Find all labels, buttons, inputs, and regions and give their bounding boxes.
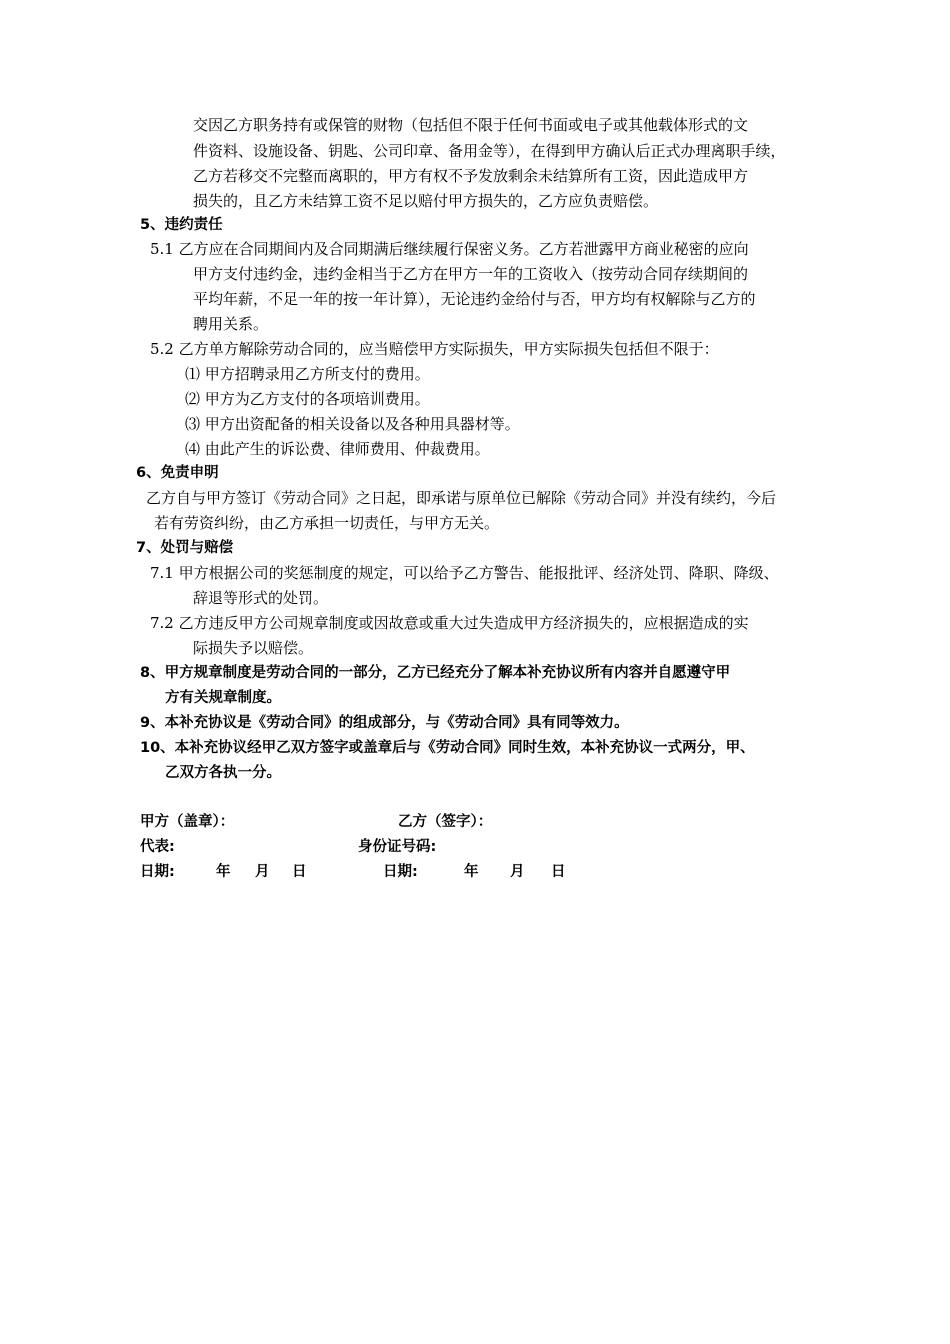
clause-10: 10、本补充协议经甲乙双方签字或盖章后与《劳动合同》同时生效，本补充协议一式两分，甲、 xyxy=(140,740,755,756)
clause-7-1-line: 辞退等形式的处罚。 xyxy=(193,589,329,607)
party-a-seal-label: 甲方（盖章）： xyxy=(140,814,235,830)
paragraph-line: 损失的，且乙方未结算工资不足以赔付甲方损失的，乙方应负责赔偿。 xyxy=(193,192,659,210)
party-b-sign-label: 乙方（签字）： xyxy=(398,814,493,830)
disclaimer-line: 若有劳资纠纷，由乙方承担一切责任，与甲方无关。 xyxy=(154,514,500,532)
clause-9: 9、本补充协议是《劳动合同》的组成部分，与《劳动合同》具有同等效力。 xyxy=(140,715,629,731)
list-item: ⑵ 甲方为乙方支付的各项培训费用。 xyxy=(185,390,430,408)
list-item: ⑷ 由此产生的诉讼费、律师费用、仲裁费用。 xyxy=(185,440,490,458)
clause-5-1: 5.1 乙方应在合同期间内及合同期满后继续履行保密义务。乙方若泄露甲方商业秘密的应向 xyxy=(150,240,749,258)
representative-label: 代表: xyxy=(140,839,175,855)
date-b-year: 年 xyxy=(464,864,479,880)
date-b-day: 日 xyxy=(551,864,566,880)
list-item: ⑴ 甲方招聘录用乙方所支付的费用。 xyxy=(185,365,430,383)
date-a-month: 月 xyxy=(255,864,270,880)
clause-10-line: 乙双方各执一分。 xyxy=(165,765,281,781)
section-heading-6: 6、免责申明 xyxy=(136,465,219,481)
date-b-label: 日期: xyxy=(383,864,418,880)
clause-5-1-line: 聘用关系。 xyxy=(193,315,269,333)
section-heading-7: 7、处罚与赔偿 xyxy=(136,540,234,556)
clause-7-2-line: 际损失予以赔偿。 xyxy=(193,639,314,657)
paragraph-line: 交因乙方职务持有或保管的财物（包括但不限于任何书面或电子或其他载体形式的文 xyxy=(193,116,749,134)
clause-5-2: 5.2 乙方单方解除劳动合同的，应当赔偿甲方实际损失，甲方实际损失包括但不限于： xyxy=(150,340,719,358)
clause-7-1: 7.1 甲方根据公司的奖惩制度的规定，可以给予乙方警告、能报批评、经济处罚、降职、降级、 xyxy=(150,564,779,582)
section-heading-5: 5、违约责任 xyxy=(140,217,223,233)
date-a-day: 日 xyxy=(292,864,307,880)
clause-5-1-line: 甲方支付违约金，违约金相当于乙方在甲方一年的工资收入（按劳动合同存续期间的 xyxy=(193,265,749,283)
list-item: ⑶ 甲方出资配备的相关设备以及各种用具器材等。 xyxy=(185,415,520,433)
clause-8-line: 方有关规章制度。 xyxy=(165,690,281,706)
disclaimer-line: 乙方自与甲方签订《劳动合同》之日起，即承诺与原单位已解除《劳动合同》并没有续约，今后 xyxy=(146,489,777,507)
date-a-label: 日期: xyxy=(140,864,175,880)
clause-8: 8、甲方规章制度是劳动合同的一部分，乙方已经充分了解本补充协议所有内容并自愿遵守甲 xyxy=(140,665,731,681)
date-b-month: 月 xyxy=(510,864,525,880)
clause-7-2: 7.2 乙方违反甲方公司规章制度或因故意或重大过失造成甲方经济损失的，应根据造成的实 xyxy=(150,614,749,632)
date-a-year: 年 xyxy=(216,864,231,880)
id-number-label: 身份证号码: xyxy=(358,839,437,855)
paragraph-line: 件资料、设施设备、钥匙、公司印章、备用金等），在得到甲方确认后正式办理离职手续， xyxy=(193,142,786,160)
clause-5-1-line: 平均年薪，不足一年的按一年计算），无论违约金给付与否，甲方均有权解除与乙方的 xyxy=(193,290,756,308)
paragraph-line: 乙方若移交不完整而离职的，甲方有权不予发放剩余未结算所有工资，因此造成甲方 xyxy=(193,167,749,185)
